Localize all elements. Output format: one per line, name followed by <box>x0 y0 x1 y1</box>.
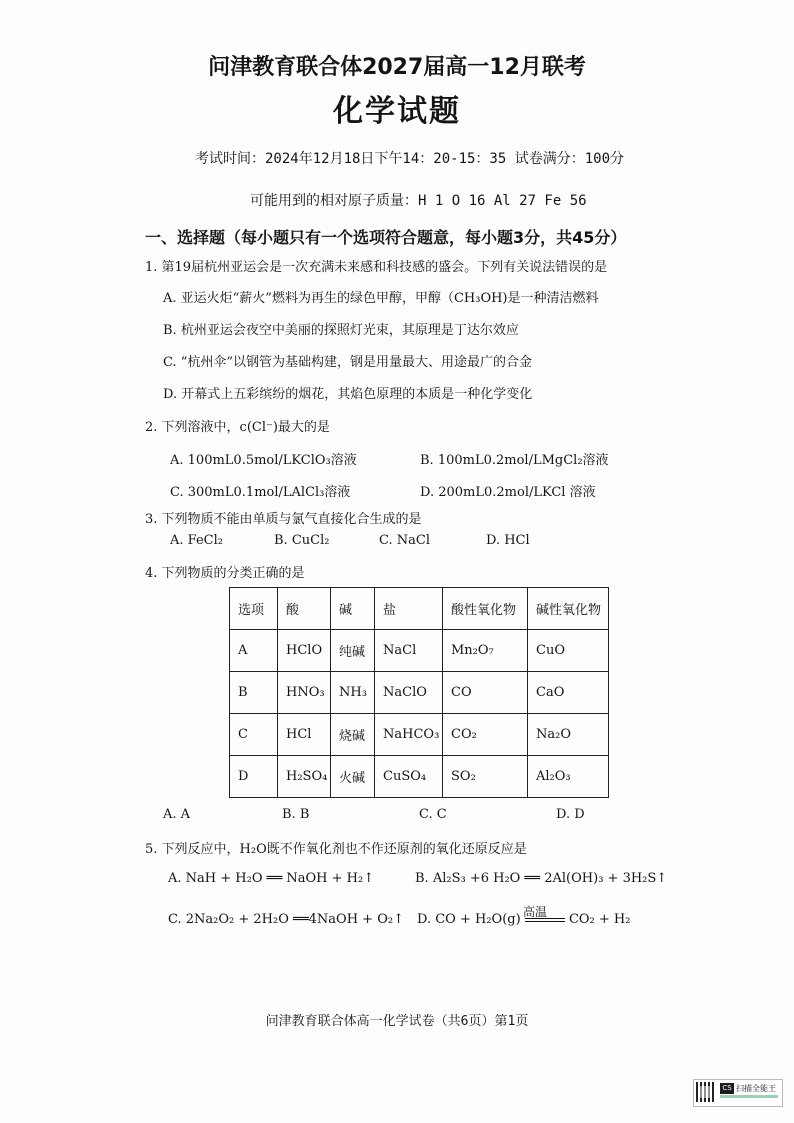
table-cell: NaHCO₃ <box>375 714 443 756</box>
question-1-stem: 1. 第19届杭州亚运会是一次充满未来感和科技感的盛会。下列有关说法错误的是 <box>145 260 608 275</box>
table-cell: NaCl <box>375 630 443 672</box>
question-4-option-b: B. B <box>282 807 310 822</box>
table-cell: C <box>230 714 278 756</box>
table-cell: NH₃ <box>331 672 375 714</box>
question-4-stem: 4. 下列物质的分类正确的是 <box>145 566 305 581</box>
question-1-option-c: C. “杭州伞”以钢管为基础构建，钢是用量最大、用途最广的合金 <box>163 355 533 370</box>
table-cell: CuO <box>528 630 609 672</box>
table-cell: SO₂ <box>443 756 528 798</box>
scanner-watermark <box>693 1079 783 1107</box>
question-3-option-a: A. FeCl₂ <box>170 533 223 548</box>
question-2-option-c: C. 300mL0.1mol/LAlCl₃溶液 <box>170 485 351 500</box>
table-cell: NaClO <box>375 672 443 714</box>
table-cell: H₂SO₄ <box>278 756 331 798</box>
question-4-option-a: A. A <box>163 807 191 822</box>
table-header-cell: 选项 <box>230 588 278 630</box>
table-cell: HNO₃ <box>278 672 331 714</box>
question-5-stem: 5. 下列反应中，H₂O既不作氧化剂也不作还原剂的氧化还原反应是 <box>145 842 527 857</box>
camscanner-logo: CS <box>720 1083 734 1094</box>
table-cell: Na₂O <box>528 714 609 756</box>
table-header-cell: 酸 <box>278 588 331 630</box>
question-2-stem: 2. 下列溶液中，c(Cl⁻)最大的是 <box>145 420 330 435</box>
table-cell: 火碱 <box>331 756 375 798</box>
table-cell: HClO <box>278 630 331 672</box>
table-header-cell: 碱 <box>331 588 375 630</box>
page-footer: 问津教育联合体高一化学试卷（共6页）第1页 <box>265 1014 529 1029</box>
question-3-option-c: C. NaCl <box>379 533 430 548</box>
question-1-option-a: A. 亚运火炬“薪火”燃料为再生的绿色甲醇，甲醇（CH₃OH)是一种清洁燃料 <box>163 291 599 306</box>
question-2-option-d: D. 200mL0.2mol/LKCl 溶液 <box>420 485 596 500</box>
table-cell: 烧碱 <box>331 714 375 756</box>
exam-info: 考试时间：2024年12月18日下午14：20-15：35 试卷满分：100分 <box>195 151 625 167</box>
table-cell: CuSO₄ <box>375 756 443 798</box>
question-3-stem: 3. 下列物质不能由单质与氯气直接化合生成的是 <box>145 512 422 527</box>
table-cell: CO₂ <box>443 714 528 756</box>
classification-table <box>229 587 609 798</box>
atomic-masses: 可能用到的相对原子质量：H 1 O 16 Al 27 Fe 56 <box>250 193 587 209</box>
question-5-option-a: A. NaH + H₂O ══ NaOH + H₂↑ <box>168 871 375 886</box>
scanner-subtitle-bar <box>720 1095 778 1098</box>
table-row <box>230 672 609 714</box>
question-3-option-b: B. CuCl₂ <box>274 533 330 548</box>
question-1-option-d: D. 开幕式上五彩缤纷的烟花，其焰色原理的本质是一种化学变化 <box>163 387 533 402</box>
table-cell: HCl <box>278 714 331 756</box>
question-4-option-d: D. D <box>556 807 585 822</box>
table-cell: Al₂O₃ <box>528 756 609 798</box>
table-row <box>230 756 609 798</box>
table-row <box>230 630 609 672</box>
question-5-option-c: C. 2Na₂O₂ + 2H₂O ══4NaOH + O₂↑ <box>168 912 404 927</box>
table-cell: A <box>230 630 278 672</box>
question-5-option-d-right: CO₂ + H₂ <box>568 912 631 927</box>
table-header-cell: 酸性氧化物 <box>443 588 528 630</box>
table-cell: CaO <box>528 672 609 714</box>
question-2-option-a: A. 100mL0.5mol/LKClO₃溶液 <box>170 453 357 468</box>
scanner-label: 扫描全能王 <box>736 1084 776 1093</box>
table-cell: B <box>230 672 278 714</box>
table-header-cell: 碱性氧化物 <box>528 588 609 630</box>
table-header-cell: 盐 <box>375 588 443 630</box>
subject-title: 化学试题 <box>333 94 461 129</box>
question-4-option-c: C. C <box>419 807 447 822</box>
reaction-condition: 高温 <box>523 905 548 919</box>
question-1-option-b: B. 杭州亚运会夜空中美丽的探照灯光束，其原理是丁达尔效应 <box>163 323 519 338</box>
question-2-option-b: B. 100mL0.2mol/LMgCl₂溶液 <box>420 453 609 468</box>
exam-series-title: 问津教育联合体2027届高一12月联考 <box>208 55 586 80</box>
table-row <box>230 714 609 756</box>
table-cell: D <box>230 756 278 798</box>
table-cell: 纯碱 <box>331 630 375 672</box>
qr-code-icon <box>696 1082 716 1102</box>
question-3-option-d: D. HCl <box>486 533 530 548</box>
question-5-option-b: B. Al₂S₃ +6 H₂O ══ 2Al(OH)₃ + 3H₂S↑ <box>415 871 668 886</box>
section-title: 一、选择题（每小题只有一个选项符合题意，每小题3分，共45分） <box>145 228 627 247</box>
table-cell: Mn₂O₇ <box>443 630 528 672</box>
question-5-option-d-left: D. CO + H₂O(g) <box>417 912 521 927</box>
table-header-row <box>230 588 609 630</box>
table-cell: CO <box>443 672 528 714</box>
